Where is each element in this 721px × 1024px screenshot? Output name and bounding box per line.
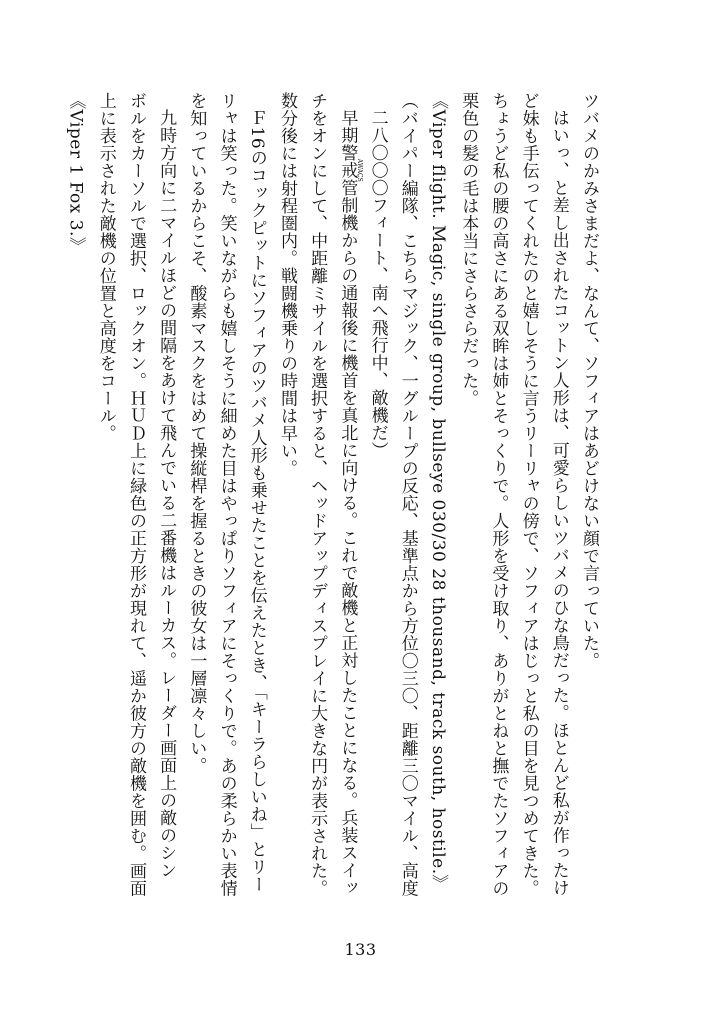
text-line: 九時方向に二マイルほどの間隔をあけて飛んでいる二番機はルーカス。レーダー画面上の敵のシン bbox=[156, 109, 177, 879]
vertical-text-block bbox=[65, 92, 604, 922]
text-line: ど妹も手伝ってくれたのと嬉しそうに言うリーリャの傍で、ソフィアはじっと私の目を見つめてきた。 bbox=[518, 92, 539, 897]
ruby-base: 早期警戒管制機 bbox=[337, 109, 358, 232]
text-line: ちょうど私の腰の高さにある双眸は姉とそっくりで。人形を受け取り、ありがとねと撫でたソフィアの bbox=[488, 92, 509, 897]
text-line: 栗色の髪の毛は本当にさらさらだった。 bbox=[458, 92, 479, 407]
text-line: リャは笑った。笑いながらも嬉しそうに細めた目はやっぱりソフィアにそっくりで。あの柔らかい表情 bbox=[216, 92, 237, 897]
page-number: 133 bbox=[344, 940, 377, 959]
text-line: 《Viper flight. Magic, single group, bullseye 030/30 28 thousand, track south, hostile.》 bbox=[427, 92, 448, 893]
text-line: 数分後には射程圏内。戦闘機乗りの時間は早い。 bbox=[276, 92, 297, 477]
text-line: ボルをカーソルで選択、ロックオン。ＨＵＤ上に緑色の正方形が現れて、遥か彼方の敵機を囲む。画面 bbox=[125, 92, 146, 897]
text-line: ツバメのかみさまだよ、なんて、ソフィアはあどけない顔で言っていた。 bbox=[579, 92, 599, 670]
text-line: 《Viper 1 Fox 3.》 bbox=[65, 92, 86, 255]
text-line: はいっ、と差し出されたコットン人形は、可愛らしいツバメのひな鳥だった。ほとんど私が作ったけ bbox=[548, 109, 569, 897]
text-line: 上に表示された敵機の位置と高度をコール。 bbox=[95, 92, 116, 442]
text-line: （バイパー編隊、こちらマジック、一グループの反応、基準点から方位〇三〇、距離三〇マイル、高度 bbox=[397, 92, 418, 897]
awacs-ruby bbox=[337, 109, 363, 232]
text-line: チをオンにして、中距離ミサイルを選択すると、ヘッドアップディスプレイに大きな円が表示された。 bbox=[307, 92, 328, 897]
text-line: 二八〇〇〇フィート、南へ飛行中、敵機だ） bbox=[367, 109, 388, 459]
text-line: を知っているからこそ、酸素マスクをはめて操縦桿を握るときの彼女は一層凛々しい。 bbox=[186, 92, 207, 775]
line-tail: からの通報後に機首を真北に向ける。これで敵機と正対したことになる。兵装スイッ bbox=[337, 231, 358, 897]
text-line bbox=[332, 92, 362, 922]
ruby-reading: AWACS bbox=[355, 109, 363, 232]
text-line: Ｆ16のコックピットにソフィアのツバメ人形も乗せたことを伝えたとき、「キーラらしいね」とリー bbox=[246, 109, 267, 894]
